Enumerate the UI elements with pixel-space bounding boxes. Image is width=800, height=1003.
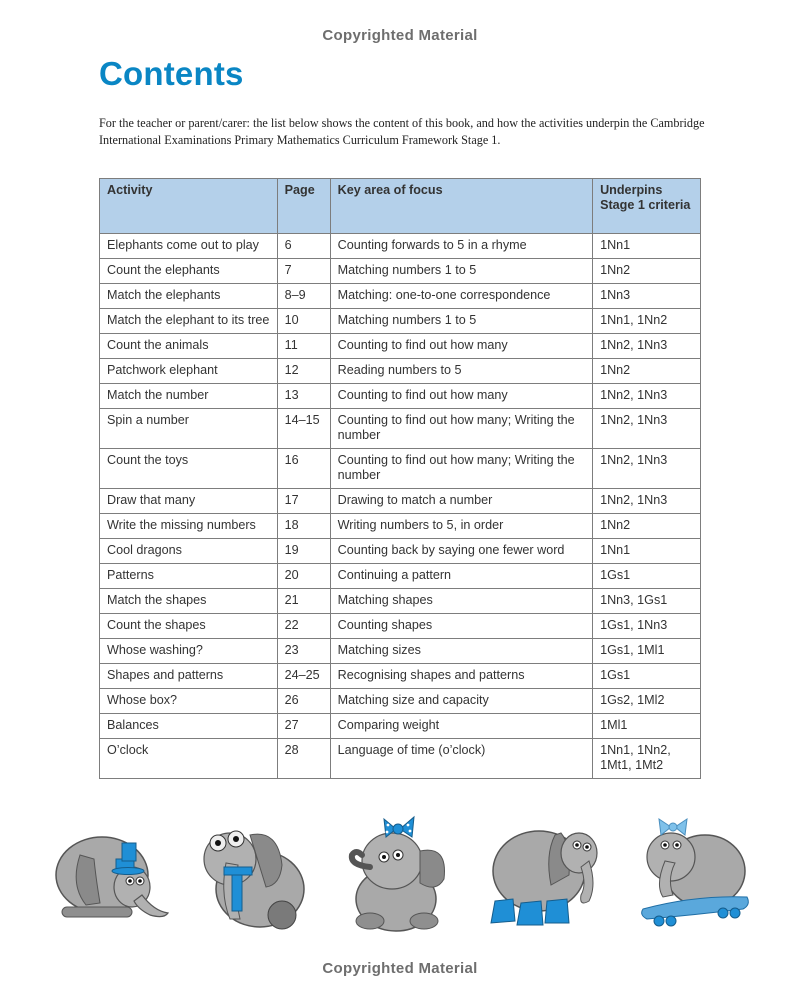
cell-key-area: Counting forwards to 5 in a rhyme [330,234,592,259]
cell-activity: Draw that many [100,489,278,514]
cell-criteria: 1Nn2, 1Nn3 [593,449,701,489]
cell-criteria: 1Gs1 [593,664,701,689]
elephant-boots-icon [485,815,615,931]
cell-criteria: 1Ml1 [593,714,701,739]
cell-activity: Spin a number [100,409,278,449]
cell-key-area: Counting to find out how many; Writing the number [330,449,592,489]
cell-key-area: Language of time (o’clock) [330,739,592,779]
cell-key-area: Comparing weight [330,714,592,739]
cell-criteria: 1Nn2 [593,514,701,539]
cell-activity: Cool dragons [100,539,278,564]
cell-activity: Match the number [100,384,278,409]
cell-activity: Count the shapes [100,614,278,639]
cell-criteria: 1Nn3, 1Gs1 [593,589,701,614]
copyright-watermark-top: Copyrighted Material [322,27,478,44]
cell-activity: Write the missing numbers [100,514,278,539]
cell-key-area: Matching shapes [330,589,592,614]
table-row [100,489,701,514]
cell-key-area: Matching size and capacity [330,689,592,714]
cell-key-area: Counting shapes [330,614,592,639]
cell-page: 22 [277,614,330,639]
elephant-polka-bow-icon [340,815,450,935]
table-row [100,514,701,539]
table-row [100,739,701,779]
cell-page: 14–15 [277,409,330,449]
table-row [100,449,701,489]
cell-activity: Match the shapes [100,589,278,614]
header-row [100,179,701,234]
cell-key-area: Matching: one-to-one correspondence [330,284,592,309]
cell-page: 20 [277,564,330,589]
table-row [100,309,701,334]
contents-table [99,178,701,779]
cell-page: 27 [277,714,330,739]
cell-criteria: 1Nn1 [593,234,701,259]
cell-criteria: 1Nn2, 1Nn3 [593,334,701,359]
cell-page: 6 [277,234,330,259]
cell-page: 11 [277,334,330,359]
table-body [100,234,701,779]
cell-activity: Whose washing? [100,639,278,664]
cell-key-area: Counting to find out how many; Writing the number [330,409,592,449]
table-row [100,589,701,614]
cell-page: 13 [277,384,330,409]
cell-page: 23 [277,639,330,664]
cell-key-area: Recognising shapes and patterns [330,664,592,689]
table-row [100,334,701,359]
header-page: Page [277,179,330,234]
cell-criteria: 1Gs1, 1Nn3 [593,614,701,639]
cell-page: 18 [277,514,330,539]
elephant-scarf-icon [190,815,310,935]
cell-page: 12 [277,359,330,384]
cell-key-area: Matching numbers 1 to 5 [330,259,592,284]
cell-key-area: Counting back by saying one fewer word [330,539,592,564]
table-row [100,614,701,639]
cell-criteria: 1Gs1, 1Ml1 [593,639,701,664]
intro-paragraph: For the teacher or parent/carer: the list below shows the content of this book, and how the activities underpin the Cambridge International Examinations Primary Mathematics Curriculum Framework Stage 1. [99,116,705,147]
elephant-top-hat-icon [50,815,170,927]
cell-criteria: 1Nn2, 1Nn3 [593,409,701,449]
cell-page: 8–9 [277,284,330,309]
table-row [100,409,701,449]
cell-key-area: Writing numbers to 5, in order [330,514,592,539]
page-title: Contents [99,55,244,92]
table-row [100,539,701,564]
cell-key-area: Matching sizes [330,639,592,664]
table-row [100,714,701,739]
cell-criteria: 1Nn2 [593,359,701,384]
header-criteria: Underpins Stage 1 criteria [593,179,701,234]
cell-page: 10 [277,309,330,334]
cell-activity: Match the elephants [100,284,278,309]
cell-key-area: Drawing to match a number [330,489,592,514]
cell-key-area: Matching numbers 1 to 5 [330,309,592,334]
cell-criteria: 1Nn1, 1Nn2 [593,309,701,334]
table-row [100,284,701,309]
cell-page: 28 [277,739,330,779]
table-row [100,689,701,714]
cell-criteria: 1Gs1 [593,564,701,589]
cell-criteria: 1Nn2 [593,259,701,284]
cell-activity: Count the animals [100,334,278,359]
cell-criteria: 1Nn2, 1Nn3 [593,489,701,514]
cell-page: 24–25 [277,664,330,689]
cell-page: 19 [277,539,330,564]
cell-activity: Balances [100,714,278,739]
elephant-illustrations [40,815,780,945]
cell-activity: Count the toys [100,449,278,489]
cell-criteria: 1Nn3 [593,284,701,309]
cell-activity: Shapes and patterns [100,664,278,689]
cell-criteria: 1Gs2, 1Ml2 [593,689,701,714]
cell-page: 26 [277,689,330,714]
header-activity: Activity [100,179,278,234]
cell-activity: Elephants come out to play [100,234,278,259]
header-key-area: Key area of focus [330,179,592,234]
table-row [100,639,701,664]
table-row [100,259,701,284]
cell-activity: Patchwork elephant [100,359,278,384]
cell-criteria: 1Nn1 [593,539,701,564]
cell-page: 21 [277,589,330,614]
cell-activity: Patterns [100,564,278,589]
cell-activity: Match the elephant to its tree [100,309,278,334]
cell-key-area: Counting to find out how many [330,334,592,359]
cell-key-area: Counting to find out how many [330,384,592,409]
table-row [100,564,701,589]
cell-page: 16 [277,449,330,489]
cell-page: 17 [277,489,330,514]
cell-page: 7 [277,259,330,284]
table-row [100,664,701,689]
table-header [100,179,701,234]
cell-activity: Count the elephants [100,259,278,284]
table-row [100,234,701,259]
elephant-skateboard-icon [635,815,755,931]
copyright-watermark-bottom: Copyrighted Material [322,960,478,977]
cell-activity: O’clock [100,739,278,779]
cell-criteria: 1Nn1, 1Nn2, 1Mt1, 1Mt2 [593,739,701,779]
table-row [100,359,701,384]
cell-criteria: 1Nn2, 1Nn3 [593,384,701,409]
cell-key-area: Reading numbers to 5 [330,359,592,384]
table-row [100,384,701,409]
cell-activity: Whose box? [100,689,278,714]
cell-key-area: Continuing a pattern [330,564,592,589]
